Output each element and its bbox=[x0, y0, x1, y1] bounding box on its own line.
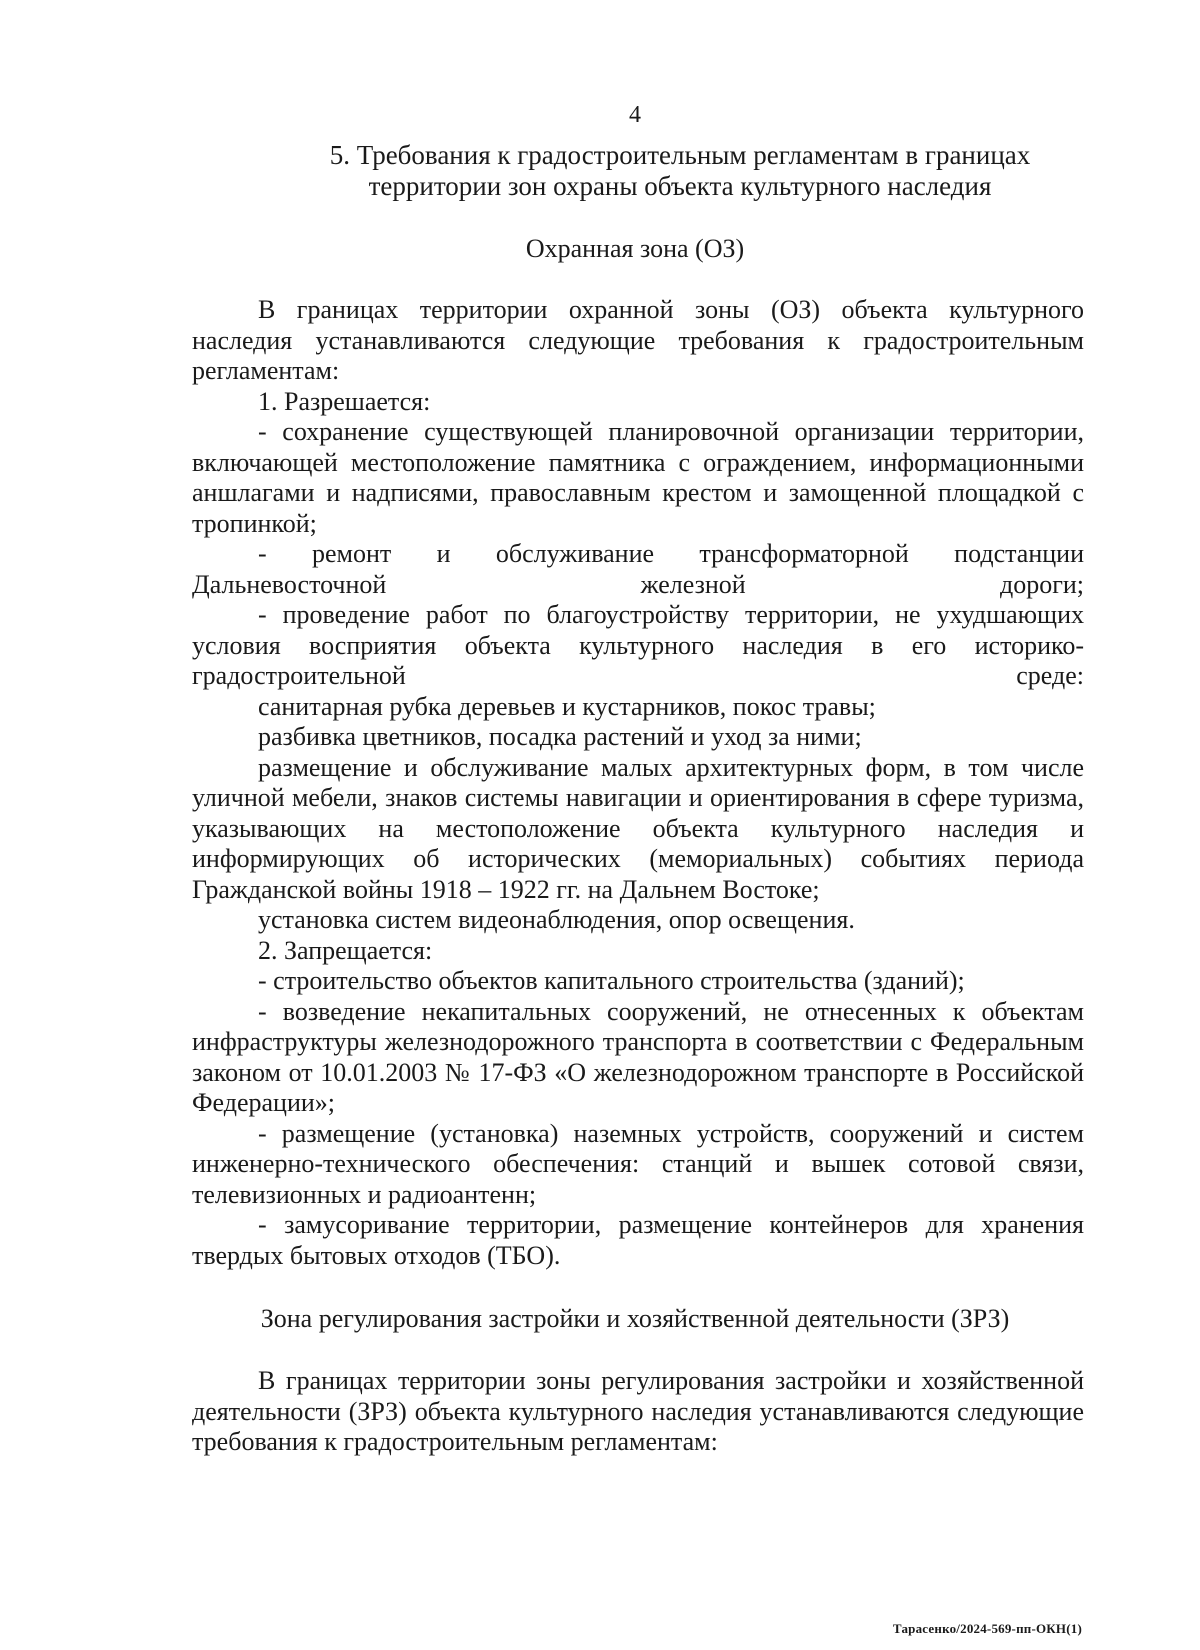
oz-forbidden-item: - строительство объектов капитального строительства (зданий); bbox=[258, 966, 965, 995]
oz-allowed-subitem: санитарная рубка деревьев и кустарников, покос травы; bbox=[258, 691, 876, 721]
zrz-intro-paragraph: В границах территории зоны регулирования застройки и хозяйственной деятельности (ЗРЗ) объекта культурного наследия устанавливаются следующие требования к градостроительным регламентам: bbox=[192, 1366, 1084, 1456]
oz-forbidden-item: - замусоривание территории, размещение контейнеров для хранения твердых бытовых отходов (ТБО). bbox=[192, 1210, 1084, 1270]
oz-heading: Охранная зона (ОЗ) bbox=[525, 234, 745, 263]
oz-allowed-heading: 1. Разрешается: bbox=[258, 386, 431, 416]
oz-forbidden-heading: 2. Запрещается: bbox=[258, 935, 433, 965]
oz-allowed-subitem: размещение и обслуживание малых архитектурных форм, в том числе уличной мебели, знаков системы навигации и ориентирования в сфере туризма, указывающих на местоположение объекта культурного наследия и информирующих об исторических (мемориальных) событиях периода Гражданской войны 1918 – 1922 гг. на Дальнем Востоке; bbox=[192, 752, 1084, 904]
page-number: 4 bbox=[629, 102, 641, 128]
zrz-requirements bbox=[192, 1366, 1084, 1458]
zrz-heading: Зона регулирования застройки и хозяйственной деятельности (ЗРЗ) bbox=[260, 1304, 1010, 1333]
document-registration-code: Тарасенко/2024-569-пп-ОКН(1) bbox=[892, 1621, 1082, 1636]
oz-allowed-subitem: разбивка цветников, посадка растений и уход за ними; bbox=[258, 722, 862, 751]
oz-allowed-item: - ремонт и обслуживание трансформаторной подстанции Дальневосточной железной дороги; bbox=[192, 539, 1084, 599]
oz-requirements bbox=[192, 295, 1084, 1271]
oz-allowed-subitem: установка систем видеонаблюдения, опор освещения. bbox=[258, 905, 855, 934]
section-title-line-1: 5. Требования к градостроительным регламентам в границах bbox=[329, 140, 1031, 170]
oz-allowed-item: - проведение работ по благоустройству территории, не ухудшающих условия восприятия объекта культурного наследия в его историко-градостроительной среде: bbox=[192, 600, 1084, 690]
oz-forbidden-item: - возведение некапитальных сооружений, не отнесенных к объектам инфраструктуры железнодорожного транспорта в соответствии с Федеральным законом от 10.01.2003 № 17-ФЗ «О железнодорожном транспорте в Российской Федерации»; bbox=[192, 996, 1084, 1117]
oz-intro-paragraph: В границах территории охранной зоны (ОЗ) объекта культурного наследия устанавливаются следующие требования к градостроительным регламентам: bbox=[192, 295, 1084, 385]
section-title-line-2: территории зон охраны объекта культурного наследия bbox=[368, 171, 992, 201]
oz-forbidden-item: - размещение (установка) наземных устройств, сооружений и систем инженерно-технического обеспечения: станций и вышек сотовой связи, телевизионных и радиоантенн; bbox=[192, 1118, 1084, 1209]
section-title bbox=[280, 140, 1080, 202]
oz-allowed-item: - сохранение существующей планировочной организации территории, включающей местоположение памятника с ограждением, информационными аншлагами и надписями, православным крестом и замощенной площадкой с тропинкой; bbox=[192, 417, 1084, 538]
